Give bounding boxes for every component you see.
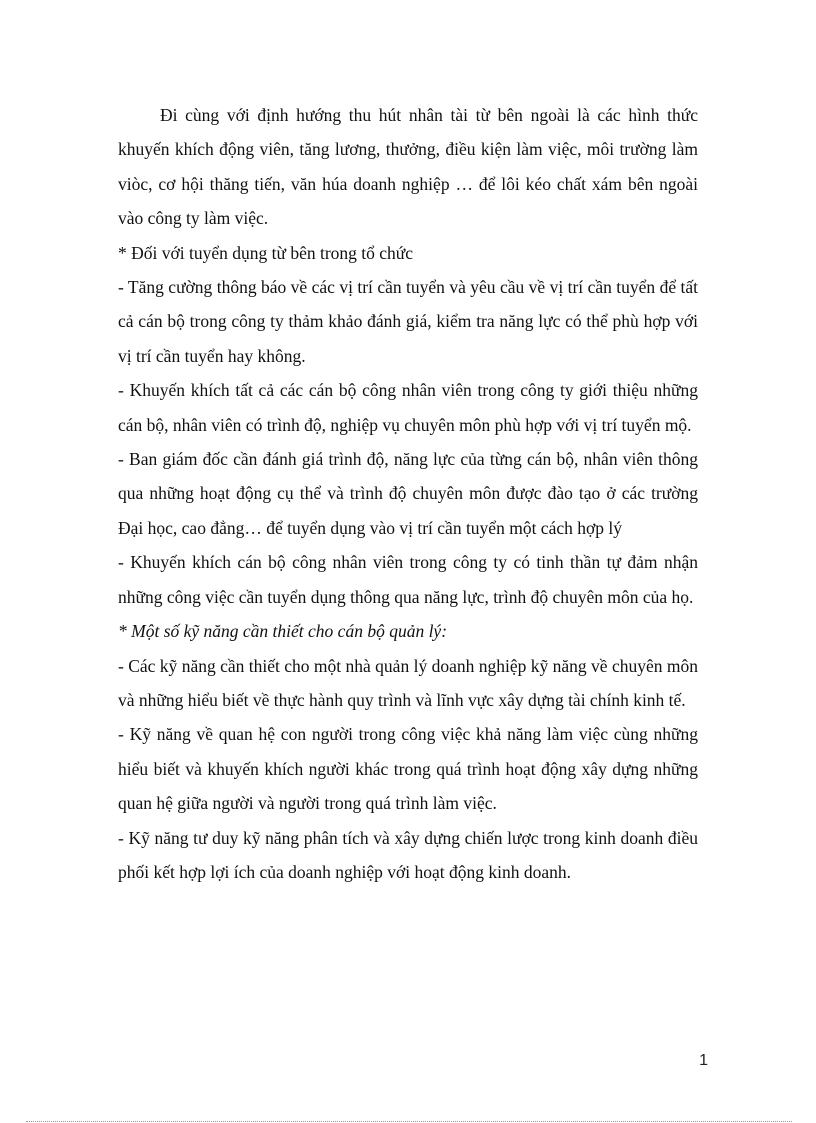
bullet-paragraph: - Các kỹ năng cần thiết cho một nhà quản lý doanh nghiệp kỹ năng về chuyên môn và những hiểu biết về thực hành quy trình và lĩnh vực xây dựng tài chính kinh tế. xyxy=(118,655,698,710)
bullet-paragraph: - Kỹ năng tư duy kỹ năng phân tích và xây dựng chiến lược trong kinh doanh điều phối kết hợp lợi ích của doanh nghiệp với hoạt động kinh doanh. xyxy=(118,827,698,882)
bullet-paragraph: - Khuyến khích tất cả các cán bộ công nhân viên trong công ty giới thiệu những cán bộ, nhân viên có trình độ, nghiệp vụ chuyên môn phù hợp với vị trí tuyển mộ. xyxy=(118,380,698,435)
bullet-paragraph: - Kỹ năng về quan hệ con người trong công việc khả năng làm việc cùng những hiểu biết và khuyến khích người khác trong quá trình hoạt động xây dựng những quan hệ giữa người và người trong quá trình làm việc. xyxy=(118,724,698,814)
section-heading-manager-skills: * Một số kỹ năng cần thiết cho cán bộ quản lý: xyxy=(118,621,448,642)
footer-dotted-rule xyxy=(26,1121,792,1122)
body-text xyxy=(118,98,698,889)
intro-paragraph: Đi cùng với định hướng thu hút nhân tài từ bên ngoài là các hình thức khuyến khích động viên, tăng lương, thưởng, điều kiện làm việc, môi trường làm viòc, cơ hội thăng tiến, văn húa doanh nghiệp … để lôi kéo chất xám bên ngoài vào công ty làm việc. xyxy=(118,105,698,229)
bullet-paragraph: - Khuyến khích cán bộ công nhân viên trong công ty có tinh thần tự đảm nhận những công việc cần tuyển dụng thông qua năng lực, trình độ chuyên môn của họ. xyxy=(118,552,698,607)
bullet-paragraph: - Ban giám đốc cần đánh giá trình độ, năng lực của từng cán bộ, nhân viên thông qua những hoạt động cụ thể và trình độ chuyên môn được đào tạo ở các trường Đại học, cao đẳng… để tuyển dụng vào vị trí cần tuyển một cách hợp lý xyxy=(118,449,698,538)
section-heading-internal-recruitment: * Đối với tuyển dụng từ bên trong tổ chức xyxy=(118,242,414,263)
page-number: 1 xyxy=(699,1052,708,1069)
bullet-paragraph: - Tăng cường thông báo về các vị trí cần tuyển và yêu cầu về vị trí cần tuyển để tất cả cán bộ trong công ty thảm khảo đánh giá, kiểm tra năng lực có thể phù hợp với vị trí cần tuyển hay không. xyxy=(118,277,698,366)
